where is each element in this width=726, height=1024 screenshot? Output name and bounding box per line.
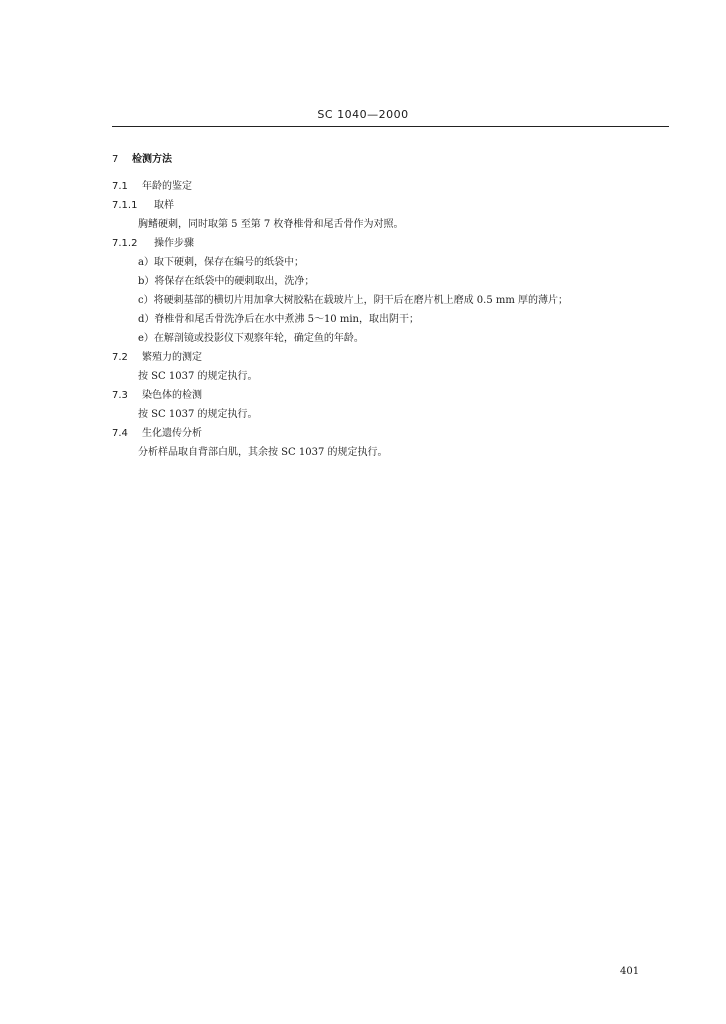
spacer xyxy=(112,169,672,177)
section-number: 7.3 xyxy=(112,390,128,401)
step-item: b）将保存在纸袋中的硬刺取出，洗净； xyxy=(138,276,315,287)
section-title: 操作步骤 xyxy=(154,238,194,249)
section-7-2-body: 按 SC 1037 的规定执行。 xyxy=(138,371,258,382)
section-7-1-1-heading xyxy=(112,196,672,215)
section-title: 繁殖力的测定 xyxy=(142,352,202,363)
section-7-3-heading xyxy=(112,386,672,405)
section-number: 7.1.2 xyxy=(112,238,138,249)
section-7-4-heading xyxy=(112,424,672,443)
section-7-1-2-heading xyxy=(112,234,672,253)
section-7-heading xyxy=(112,150,672,169)
step-item: d）脊椎骨和尾舌骨洗净后在水中煮沸 5～10 min，取出阴干； xyxy=(138,314,419,325)
section-number: 7.4 xyxy=(112,428,128,439)
section-number: 7 xyxy=(112,154,119,165)
section-7-2-heading xyxy=(112,348,672,367)
section-title: 生化遗传分析 xyxy=(142,428,202,439)
section-number: 7.1 xyxy=(112,181,128,192)
document-body xyxy=(112,150,672,462)
section-7-3-body: 按 SC 1037 的规定执行。 xyxy=(138,409,258,420)
section-7-4-body: 分析样品取自背部白肌，其余按 SC 1037 的规定执行。 xyxy=(138,447,388,458)
step-item: e）在解剖镜或投影仪下观察年轮，确定鱼的年龄。 xyxy=(138,333,364,344)
page-number: 401 xyxy=(620,966,640,977)
document-code-header: SC 1040—2000 xyxy=(317,108,409,121)
section-title: 检测方法 xyxy=(132,154,172,165)
section-title: 年龄的鉴定 xyxy=(142,181,192,192)
section-7-1-heading xyxy=(112,177,672,196)
section-7-1-1-body: 胸鳍硬刺，同时取第 5 至第 7 枚脊椎骨和尾舌骨作为对照。 xyxy=(138,219,404,230)
header-divider xyxy=(112,126,669,127)
step-item: a）取下硬刺，保存在编号的纸袋中； xyxy=(138,257,304,268)
section-number: 7.1.1 xyxy=(112,200,138,211)
section-title: 取样 xyxy=(154,200,174,211)
section-title: 染色体的检测 xyxy=(142,390,202,401)
step-item: c）将硬刺基部的横切片用加拿大树胶粘在载玻片上，阴干后在磨片机上磨成 0.5 mm 厚的薄片； xyxy=(138,295,569,306)
section-number: 7.2 xyxy=(112,352,128,363)
